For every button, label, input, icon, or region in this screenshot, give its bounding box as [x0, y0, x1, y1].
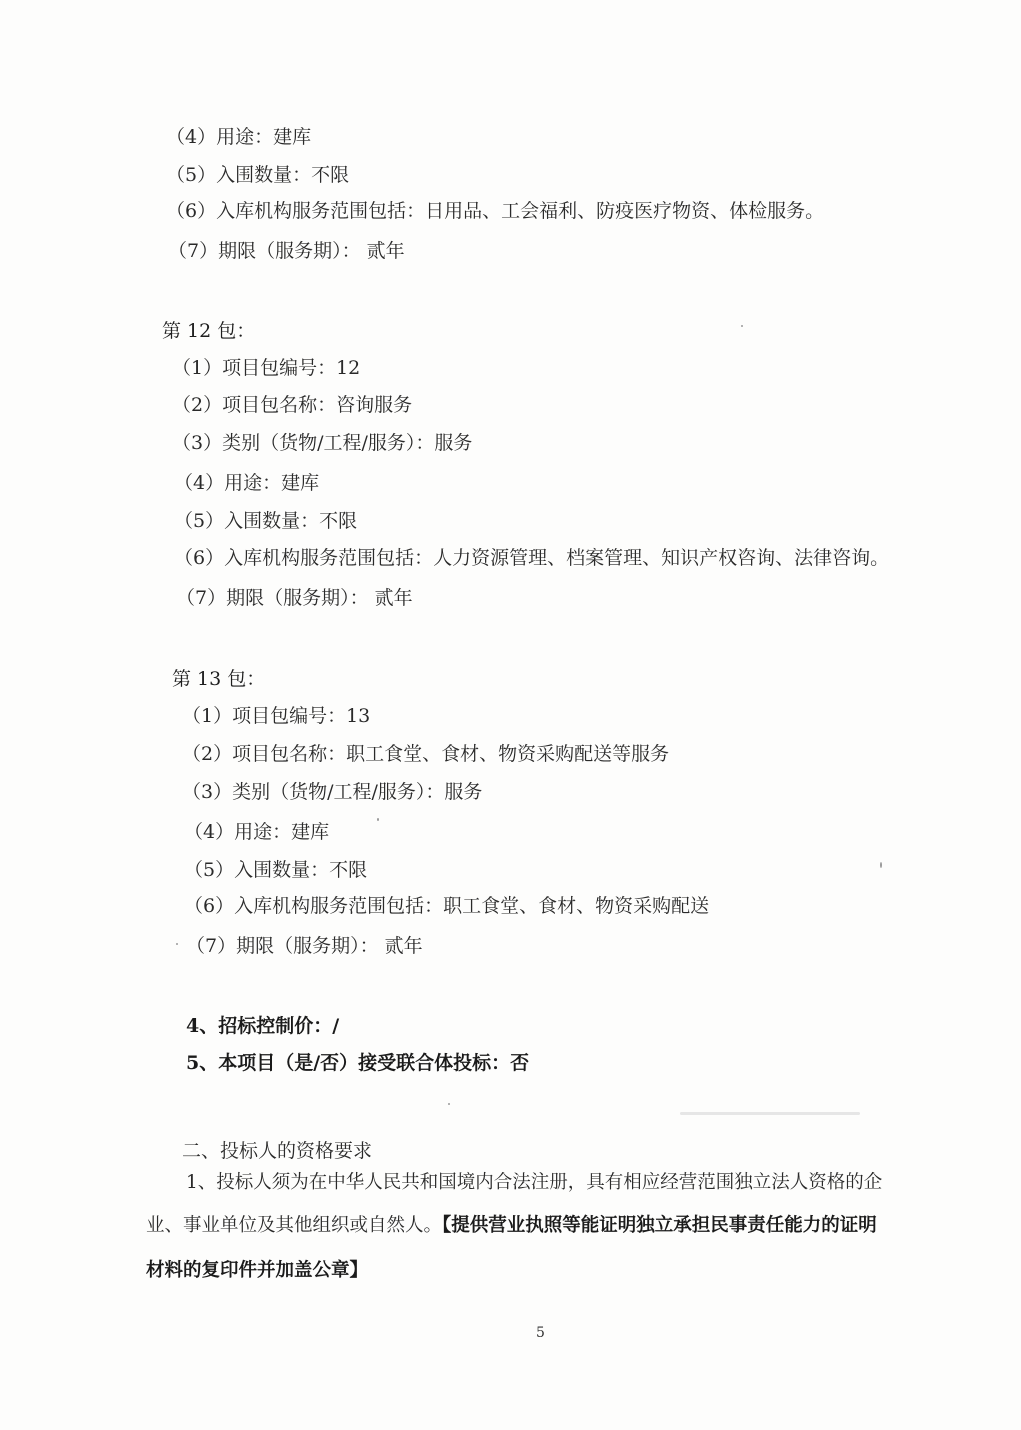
- qualification-para-line1: 1、投标人须为在中华人民共和国境内合法注册，具有相应经营范围独立法人资格的企: [186, 1172, 883, 1193]
- package13-item-4: （4）用途：建库: [184, 821, 330, 843]
- scan-speck: [880, 862, 882, 868]
- scan-speck: [176, 943, 178, 945]
- page-number: 5: [536, 1325, 545, 1341]
- qualification-para-line2: [146, 1213, 877, 1239]
- package11-item-5: （5）入围数量：不限: [166, 164, 350, 186]
- qualification-requirement-note: 【提供营业执照等能证明独立承担民事责任能力的证明: [442, 1215, 877, 1236]
- package13-item-3: （3）类别（货物/工程/服务）：服务: [182, 781, 483, 803]
- scan-speck: [377, 818, 379, 821]
- package11-item-4: （4）用途：建库: [166, 126, 312, 148]
- package11-item-6: （6）入库机构服务范围包括：日用品、工会福利、防疫医疗物资、体检服务。: [166, 200, 825, 222]
- package11-item-7: （7）期限（服务期）： 贰年: [168, 240, 405, 262]
- package12-item-4: （4）用途：建库: [174, 472, 320, 494]
- package13-title: 第 13 包：: [172, 668, 266, 690]
- package13-item-2: （2）项目包名称：职工食堂、食材、物资采购配送等服务: [182, 743, 670, 765]
- consortium-bidding: 5、本项目（是/否）接受联合体投标：否: [186, 1052, 530, 1074]
- qualification-para-line3: 材料的复印件并加盖公章】: [146, 1260, 369, 1281]
- package13-item-5: （5）入围数量：不限: [184, 859, 368, 881]
- package12-item-1: （1）项目包编号：12: [172, 357, 361, 379]
- scan-speck: [448, 1103, 450, 1105]
- scan-speck: [741, 325, 743, 327]
- package13-item-6: （6）入库机构服务范围包括：职工食堂、食材、物资采购配送: [184, 895, 710, 917]
- scan-smudge: [680, 1112, 860, 1115]
- package12-item-6: （6）入库机构服务范围包括：人力资源管理、档案管理、知识产权咨询、法律咨询。: [174, 547, 890, 569]
- package12-title: 第 12 包：: [162, 320, 256, 342]
- package13-item-1: （1）项目包编号：13: [182, 705, 371, 727]
- package12-item-3: （3）类别（货物/工程/服务）：服务: [172, 432, 473, 454]
- package12-item-7: （7）期限（服务期）： 贰年: [176, 587, 413, 609]
- package12-item-2: （2）项目包名称：咨询服务: [172, 394, 413, 416]
- bid-control-price: 4、招标控制价：/: [186, 1015, 340, 1037]
- qualification-para-line2-text: 业、事业单位及其他组织或自然人。: [146, 1215, 443, 1236]
- package13-item-7: （7）期限（服务期）： 贰年: [186, 935, 423, 957]
- package12-item-5: （5）入围数量：不限: [174, 510, 358, 532]
- section-heading-qualifications: 二、投标人的资格要求: [182, 1140, 373, 1162]
